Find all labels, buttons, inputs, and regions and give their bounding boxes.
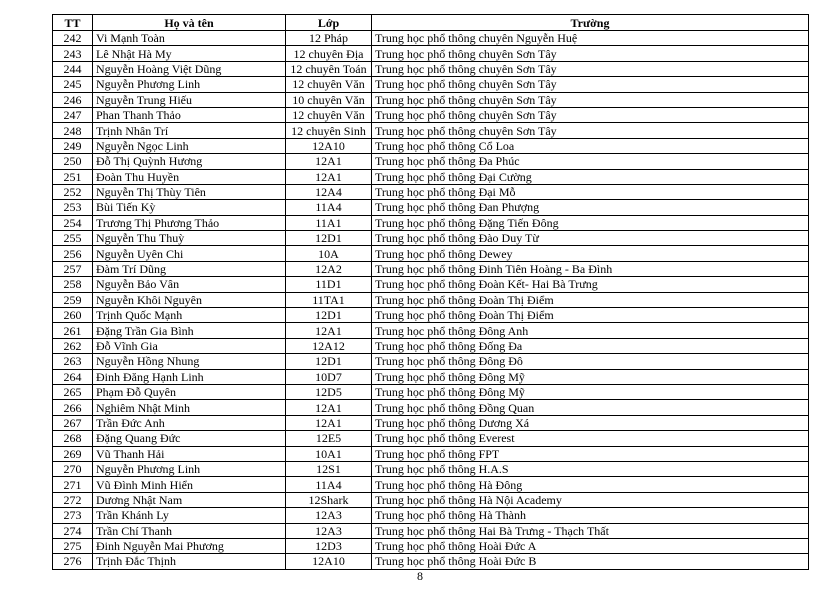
table-body — [53, 31, 809, 570]
class-name: 12 chuyên Địa — [286, 46, 372, 61]
class-name: 12A12 — [286, 338, 372, 353]
school-name: Trung học phổ thông Dương Xá — [372, 415, 809, 430]
class-name: 11A4 — [286, 200, 372, 215]
class-name: 12A1 — [286, 154, 372, 169]
student-name: Trịnh Quốc Mạnh — [93, 308, 286, 323]
table-row — [53, 261, 809, 276]
school-name: Trung học phổ thông Hà Nội Academy — [372, 492, 809, 507]
class-name: 12Shark — [286, 492, 372, 507]
student-name: Trần Chí Thanh — [93, 523, 286, 538]
school-name: Trung học phổ thông Hà Thành — [372, 508, 809, 523]
school-name: Trung học phổ thông Đồng Quan — [372, 400, 809, 415]
school-name: Trung học phổ thông Đại Cường — [372, 169, 809, 184]
row-number: 242 — [53, 31, 93, 46]
school-name: Trung học phổ thông chuyên Sơn Tây — [372, 107, 809, 122]
school-name: Trung học phổ thông Đông Mỹ — [372, 384, 809, 399]
student-name: Trương Thị Phương Thảo — [93, 215, 286, 230]
student-name: Vi Mạnh Toàn — [93, 31, 286, 46]
table-row — [53, 477, 809, 492]
student-name: Nguyễn Khôi Nguyên — [93, 292, 286, 307]
row-number: 245 — [53, 77, 93, 92]
row-number: 254 — [53, 215, 93, 230]
table-row — [53, 461, 809, 476]
school-name: Trung học phổ thông Everest — [372, 431, 809, 446]
student-name: Nguyễn Ngọc Linh — [93, 138, 286, 153]
school-name: Trung học phổ thông Hai Bà Trưng - Thạch Thất — [372, 523, 809, 538]
class-name: 12 chuyên Toán — [286, 61, 372, 76]
row-number: 276 — [53, 554, 93, 569]
school-name: Trung học phổ thông Đào Duy Từ — [372, 231, 809, 246]
table-row — [53, 138, 809, 153]
table-header — [53, 15, 809, 31]
table-row — [53, 31, 809, 46]
row-number: 269 — [53, 446, 93, 461]
row-number: 261 — [53, 323, 93, 338]
table-row — [53, 492, 809, 507]
row-number: 250 — [53, 154, 93, 169]
student-name: Nguyễn Trung Hiếu — [93, 92, 286, 107]
table-row — [53, 508, 809, 523]
class-name: 12D1 — [286, 308, 372, 323]
table-row — [53, 400, 809, 415]
student-name: Nghiêm Nhật Minh — [93, 400, 286, 415]
student-name: Nguyễn Phương Linh — [93, 461, 286, 476]
row-number: 271 — [53, 477, 93, 492]
school-name: Trung học phổ thông H.A.S — [372, 461, 809, 476]
school-name: Trung học phổ thông Đan Phượng — [372, 200, 809, 215]
school-name: Trung học phổ thông Hà Đông — [372, 477, 809, 492]
table-row — [53, 338, 809, 353]
school-name: Trung học phổ thông Đoàn Kết- Hai Bà Trưng — [372, 277, 809, 292]
student-name: Đỗ Thị Quỳnh Hương — [93, 154, 286, 169]
class-name: 12A1 — [286, 169, 372, 184]
school-name: Trung học phổ thông Hoài Đức B — [372, 554, 809, 569]
row-number: 264 — [53, 369, 93, 384]
class-name: 10D7 — [286, 369, 372, 384]
header-row — [53, 15, 809, 31]
table-row — [53, 92, 809, 107]
student-name: Trần Khánh Ly — [93, 508, 286, 523]
table-row — [53, 215, 809, 230]
student-name: Đinh Nguyễn Mai Phương — [93, 538, 286, 553]
row-number: 265 — [53, 384, 93, 399]
student-name: Đỗ Vĩnh Gia — [93, 338, 286, 353]
class-name: 12 chuyên Sinh — [286, 123, 372, 138]
class-name: 12A4 — [286, 184, 372, 199]
student-name: Đặng Trần Gia Bình — [93, 323, 286, 338]
student-name: Lê Nhật Hà My — [93, 46, 286, 61]
row-number: 244 — [53, 61, 93, 76]
school-name: Trung học phổ thông Đoàn Thị Điểm — [372, 292, 809, 307]
table-row — [53, 308, 809, 323]
school-name: Trung học phổ thông chuyên Sơn Tây — [372, 46, 809, 61]
row-number: 266 — [53, 400, 93, 415]
row-number: 258 — [53, 277, 93, 292]
row-number: 256 — [53, 246, 93, 261]
class-name: 12D1 — [286, 354, 372, 369]
school-name: Trung học phổ thông chuyên Nguyễn Huệ — [372, 31, 809, 46]
student-name: Nguyễn Bảo Vân — [93, 277, 286, 292]
class-name: 12A2 — [286, 261, 372, 276]
class-name: 12A1 — [286, 400, 372, 415]
student-name: Nguyễn Uyên Chi — [93, 246, 286, 261]
student-name: Nguyễn Thị Thùy Tiên — [93, 184, 286, 199]
school-name: Trung học phổ thông Đống Đa — [372, 338, 809, 353]
table-row — [53, 431, 809, 446]
table-row — [53, 446, 809, 461]
class-name: 12A1 — [286, 415, 372, 430]
row-number: 255 — [53, 231, 93, 246]
row-number: 263 — [53, 354, 93, 369]
school-name: Trung học phổ thông Đặng Tiến Đông — [372, 215, 809, 230]
student-name: Nguyễn Hoàng Việt Dũng — [93, 61, 286, 76]
row-number: 268 — [53, 431, 93, 446]
table-row — [53, 77, 809, 92]
school-name: Trung học phổ thông Đông Mỹ — [372, 369, 809, 384]
student-name: Đoàn Thu Huyền — [93, 169, 286, 184]
table-row — [53, 184, 809, 199]
row-number: 272 — [53, 492, 93, 507]
class-name: 10 chuyên Văn — [286, 92, 372, 107]
school-name: Trung học phổ thông Đinh Tiên Hoàng - Ba Đình — [372, 261, 809, 276]
row-number: 251 — [53, 169, 93, 184]
table-row — [53, 538, 809, 553]
class-name: 12A3 — [286, 523, 372, 538]
class-name: 12E5 — [286, 431, 372, 446]
table-row — [53, 169, 809, 184]
school-name: Trung học phổ thông chuyên Sơn Tây — [372, 77, 809, 92]
row-number: 257 — [53, 261, 93, 276]
table-row — [53, 354, 809, 369]
school-name: Trung học phổ thông Đại Mỗ — [372, 184, 809, 199]
table-row — [53, 200, 809, 215]
row-number: 243 — [53, 46, 93, 61]
class-name: 11A4 — [286, 477, 372, 492]
student-name: Phan Thanh Thảo — [93, 107, 286, 122]
student-name: Đàm Trí Dũng — [93, 261, 286, 276]
table-row — [53, 384, 809, 399]
class-name: 12A1 — [286, 323, 372, 338]
student-name: Nguyễn Phương Linh — [93, 77, 286, 92]
class-name: 12 chuyên Văn — [286, 107, 372, 122]
student-name: Trịnh Đắc Thịnh — [93, 554, 286, 569]
row-number: 267 — [53, 415, 93, 430]
row-number: 275 — [53, 538, 93, 553]
class-name: 12D3 — [286, 538, 372, 553]
student-name: Dương Nhật Nam — [93, 492, 286, 507]
row-number: 246 — [53, 92, 93, 107]
school-name: Trung học phổ thông chuyên Sơn Tây — [372, 123, 809, 138]
table-row — [53, 123, 809, 138]
class-name: 12D1 — [286, 231, 372, 246]
student-name: Bùi Tiến Kỳ — [93, 200, 286, 215]
student-name: Đinh Đăng Hạnh Linh — [93, 369, 286, 384]
header-name: Họ và tên — [93, 15, 286, 31]
header-class: Lớp — [286, 15, 372, 31]
student-name: Đặng Quang Đức — [93, 431, 286, 446]
school-name: Trung học phổ thông FPT — [372, 446, 809, 461]
page-number: 8 — [417, 569, 423, 583]
school-name: Trung học phổ thông Dewey — [372, 246, 809, 261]
row-number: 259 — [53, 292, 93, 307]
school-name: Trung học phổ thông Đoàn Thị Điểm — [372, 308, 809, 323]
school-name: Trung học phổ thông Đa Phúc — [372, 154, 809, 169]
row-number: 273 — [53, 508, 93, 523]
student-name: Nguyễn Hồng Nhung — [93, 354, 286, 369]
table-row — [53, 231, 809, 246]
class-name: 12 chuyên Văn — [286, 77, 372, 92]
table-row — [53, 154, 809, 169]
row-number: 253 — [53, 200, 93, 215]
row-number: 248 — [53, 123, 93, 138]
row-number: 247 — [53, 107, 93, 122]
class-name: 11A1 — [286, 215, 372, 230]
school-name: Trung học phổ thông Hoài Đức A — [372, 538, 809, 553]
class-name: 11TA1 — [286, 292, 372, 307]
class-name: 12 Pháp — [286, 31, 372, 46]
class-name: 12D5 — [286, 384, 372, 399]
table-row — [53, 46, 809, 61]
table-row — [53, 554, 809, 569]
table-row — [53, 246, 809, 261]
class-name: 12A10 — [286, 138, 372, 153]
table-row — [53, 107, 809, 122]
class-name: 10A1 — [286, 446, 372, 461]
table-row — [53, 415, 809, 430]
class-name: 11D1 — [286, 277, 372, 292]
header-tt: TT — [53, 15, 93, 31]
school-name: Trung học phổ thông chuyên Sơn Tây — [372, 61, 809, 76]
school-name: Trung học phổ thông Đông Đô — [372, 354, 809, 369]
table-row — [53, 369, 809, 384]
class-name: 10A — [286, 246, 372, 261]
student-name: Phạm Đỗ Quyên — [93, 384, 286, 399]
student-name: Trần Đức Anh — [93, 415, 286, 430]
class-name: 12S1 — [286, 461, 372, 476]
row-number: 252 — [53, 184, 93, 199]
table-row — [53, 323, 809, 338]
row-number: 262 — [53, 338, 93, 353]
table-row — [53, 292, 809, 307]
student-name: Nguyễn Thu Thuỳ — [93, 231, 286, 246]
row-number: 274 — [53, 523, 93, 538]
class-name: 12A10 — [286, 554, 372, 569]
row-number: 270 — [53, 461, 93, 476]
table-row — [53, 277, 809, 292]
school-name: Trung học phổ thông chuyên Sơn Tây — [372, 92, 809, 107]
school-name: Trung học phổ thông Đông Anh — [372, 323, 809, 338]
row-number: 260 — [53, 308, 93, 323]
table-row — [53, 61, 809, 76]
header-school: Trường — [372, 15, 809, 31]
table-row — [53, 523, 809, 538]
student-name: Trịnh Nhân Trí — [93, 123, 286, 138]
student-name: Vũ Đình Minh Hiển — [93, 477, 286, 492]
student-name: Vũ Thanh Hải — [93, 446, 286, 461]
school-name: Trung học phổ thông Cổ Loa — [372, 138, 809, 153]
class-name: 12A3 — [286, 508, 372, 523]
student-table — [52, 14, 809, 570]
row-number: 249 — [53, 138, 93, 153]
